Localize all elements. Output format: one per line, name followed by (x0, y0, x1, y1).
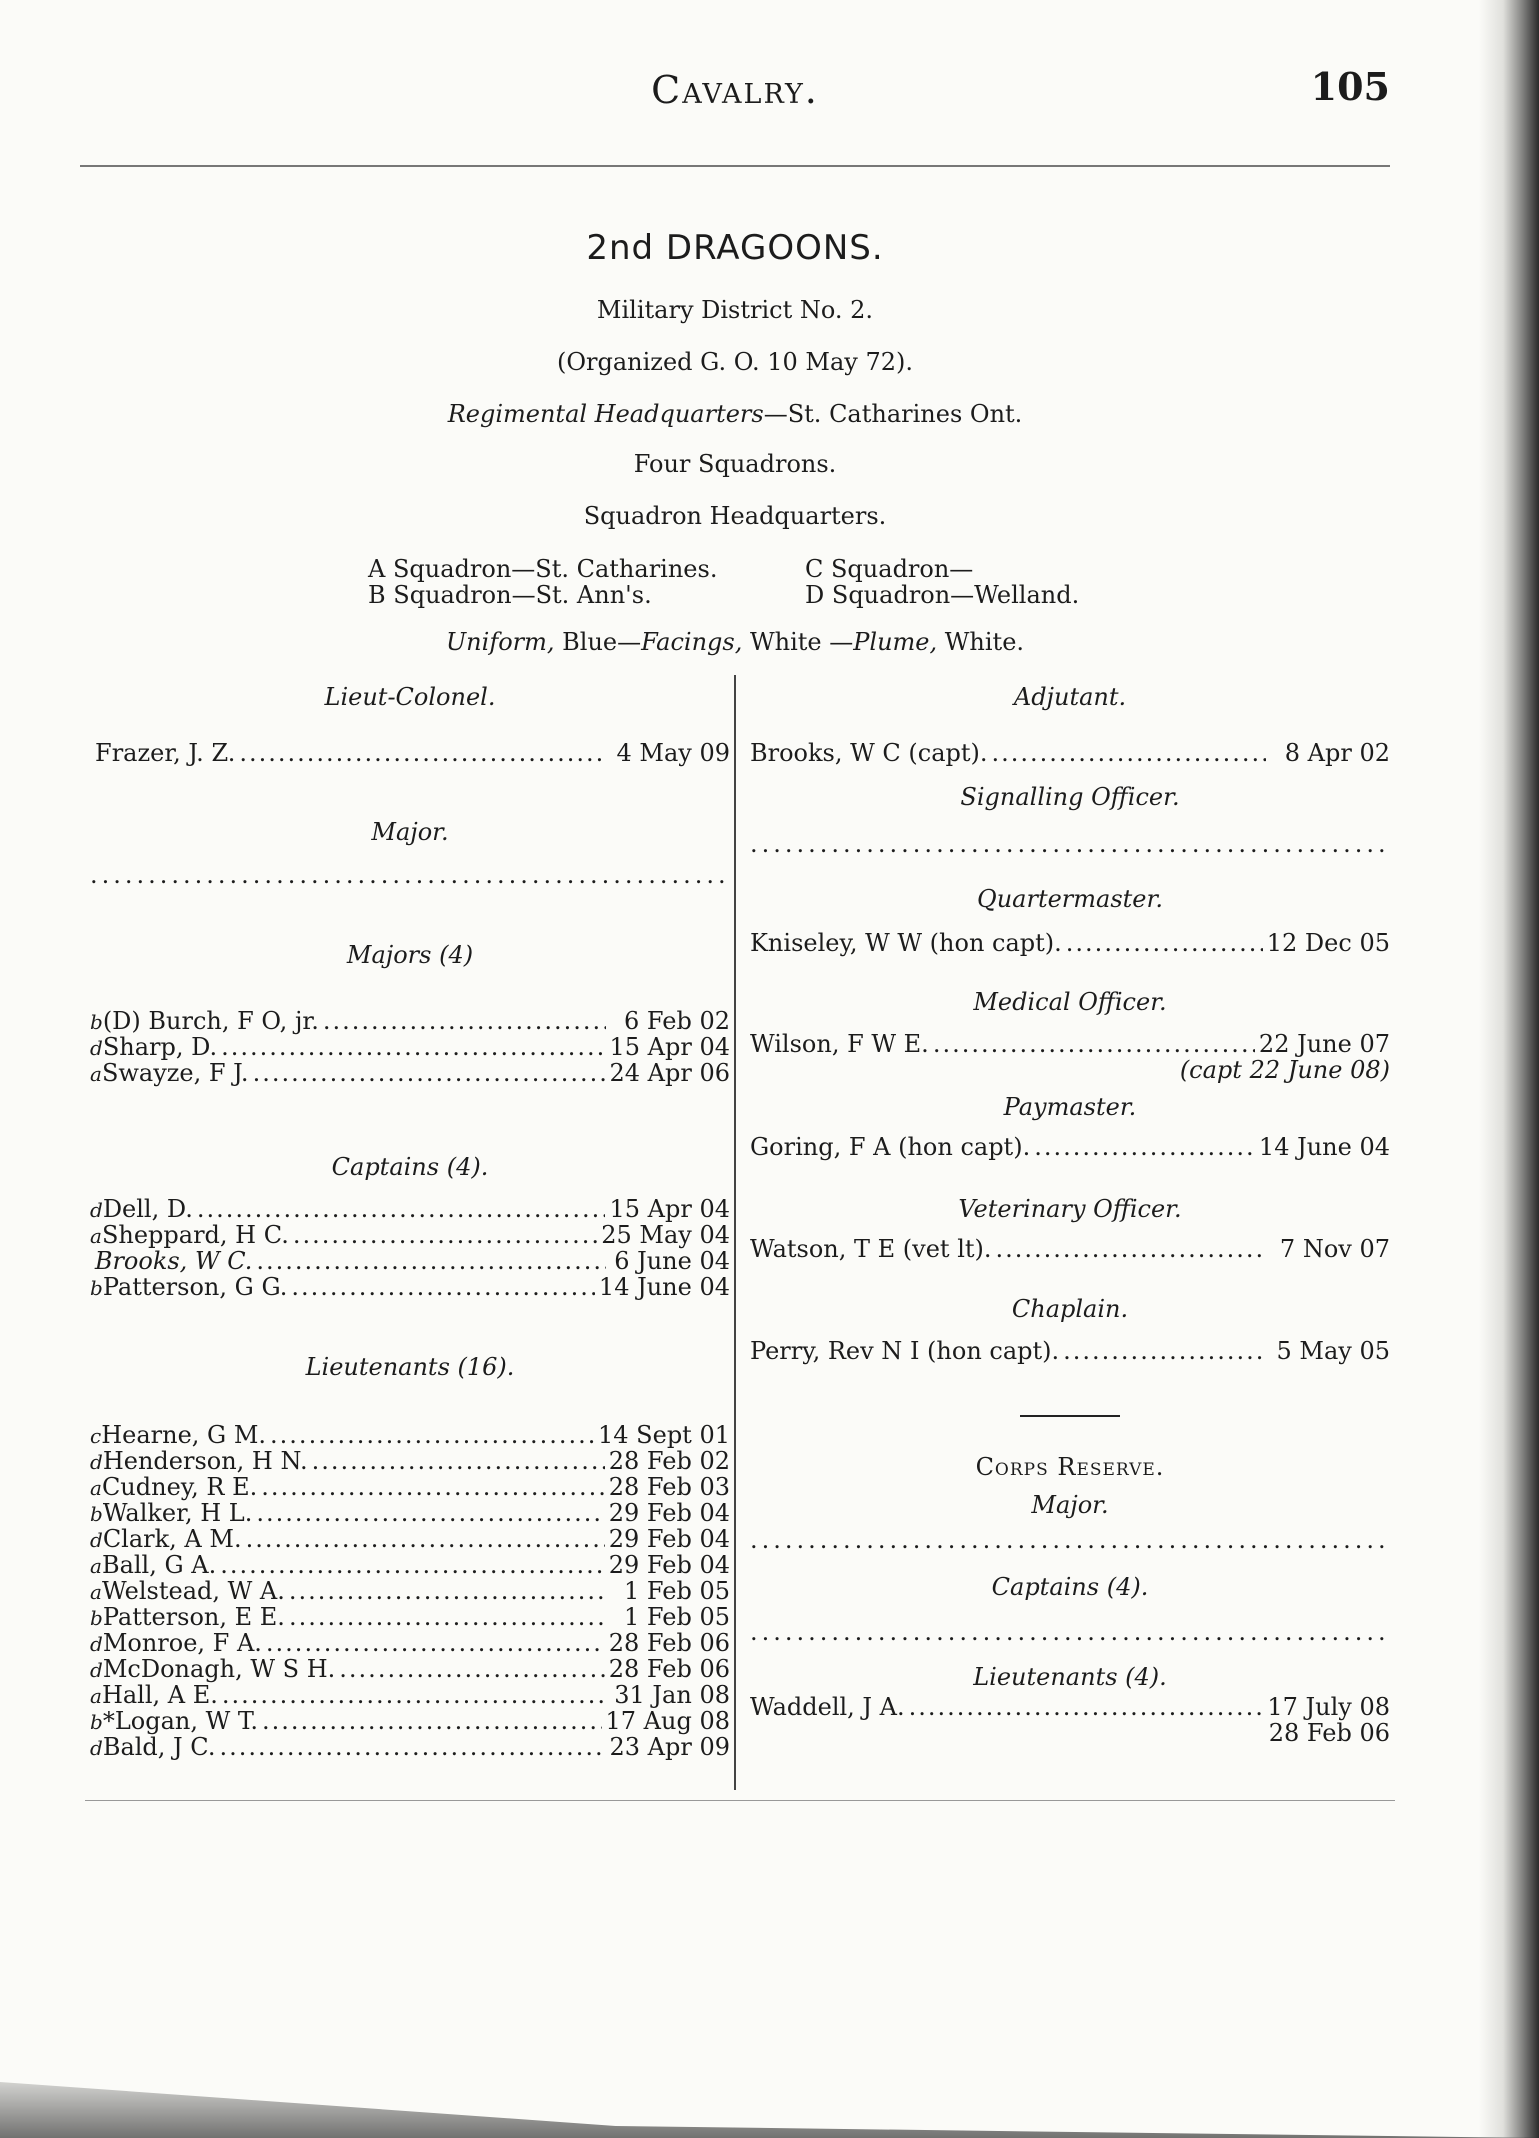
signalling-heading: Signalling Officer. (960, 783, 1180, 811)
chaplain-section (750, 1292, 1390, 1364)
column-divider (734, 675, 736, 1790)
list-item: d Bald, J C. ..... 23 Apr 09 (90, 1734, 730, 1760)
district-line: Military District No. 2. (596, 296, 874, 324)
plume-label: Plume, (853, 628, 938, 656)
list-item: a Hall, A E. ..... 31 Jan 08 (90, 1682, 730, 1708)
majors-heading: Majors (4) (346, 941, 474, 969)
squadron-list-left (368, 556, 717, 608)
list-item: b *Logan, W T. ..... 17 Aug 08 (90, 1708, 730, 1734)
reserve-captains-heading: Captains (4). (991, 1573, 1149, 1601)
squadron-c: C Squadron— (805, 555, 974, 583)
section-separator (750, 1415, 1390, 1417)
squadron-b: B Squadron—St. Ann's. (368, 581, 652, 609)
plume-value: White. (937, 628, 1025, 656)
list-item: Perry, Rev N I (hon capt). ..... 5 May 05 (750, 1338, 1390, 1364)
captains-section (90, 1150, 730, 1300)
list-item: Watson, T E (vet lt). ..... 7 Nov 07 (750, 1236, 1390, 1262)
signalling-section (750, 780, 1390, 858)
quartermaster-heading: Quartermaster. (977, 885, 1163, 913)
medical-section (750, 985, 1390, 1083)
facings-value: White — (742, 628, 854, 656)
list-item: Kniseley, W W (hon capt). ..... 12 Dec 05 (750, 930, 1390, 956)
list-item: Wilson, F W E. ..... 22 June 07 (750, 1031, 1390, 1057)
list-item: a Sheppard, H C. ..... 25 May 04 (90, 1222, 730, 1248)
page-edge-shadow (0, 2058, 1539, 2138)
squadron-a: A Squadron—St. Catharines. (368, 555, 718, 583)
list-item: d Clark, A M. ..... 29 Feb 04 (90, 1526, 730, 1552)
list-item: b Patterson, E E. ..... 1 Feb 05 (90, 1604, 730, 1630)
captains-heading: Captains (4). (331, 1153, 489, 1181)
facings-label: Facings, (641, 628, 743, 656)
list-item: Frazer, J. Z. ..... 4 May 09 (90, 740, 730, 766)
lieut-colonel-heading: Lieut-Colonel. (324, 683, 496, 711)
list-item: a Ball, G A. ..... 29 Feb 04 (90, 1552, 730, 1578)
reserve-second-date: 28 Feb 06 (1268, 1719, 1390, 1747)
running-title: Cavalry. (651, 68, 819, 112)
list-item: b (D) Burch, F O, jr. ..... 6 Feb 02 (90, 1008, 730, 1034)
chaplain-heading: Chaplain. (1011, 1295, 1129, 1323)
uniform-value: Blue— (554, 628, 642, 656)
list-item: a Swayze, F J. ..... 24 Apr 06 (90, 1060, 730, 1086)
list-item: b Walker, H L. ..... 29 Feb 04 (90, 1500, 730, 1526)
lieut-colonel-section (90, 680, 730, 766)
page-title: 2nd DRAGOONS. (586, 228, 884, 268)
list-item: c Hearne, G M. ..... 14 Sept 01 (90, 1422, 730, 1448)
paymaster-heading: Paymaster. (1003, 1093, 1137, 1121)
medical-heading: Medical Officer. (973, 988, 1167, 1016)
list-item: b Patterson, G G. ..... 14 June 04 (90, 1274, 730, 1300)
quartermaster-section (750, 882, 1390, 956)
corps-reserve-section (750, 1450, 1390, 1746)
majors-section (90, 938, 730, 1086)
major-heading: Major. (371, 818, 449, 846)
adjutant-section (750, 680, 1390, 766)
squadrons-line: Four Squadrons. (633, 450, 837, 478)
veterinary-heading: Veterinary Officer. (958, 1195, 1182, 1223)
list-item: d McDonagh, W S H. ..... 28 Feb 06 (90, 1656, 730, 1682)
page-number: 105 (1310, 64, 1390, 109)
reserve-lieutenants-heading: Lieutenants (4). (973, 1663, 1167, 1691)
corps-reserve-heading: Corps Reserve. (975, 1453, 1165, 1481)
adjutant-heading: Adjutant. (1013, 683, 1127, 711)
squadron-list-right (805, 556, 1079, 608)
running-head (80, 64, 1390, 128)
veterinary-section (750, 1192, 1390, 1262)
list-item: a Welstead, W A. ..... 1 Feb 05 (90, 1578, 730, 1604)
medical-note: (capt 22 June 08) (1179, 1056, 1390, 1084)
list-item: Brooks, W C. ..... 6 June 04 (90, 1248, 730, 1274)
list-item: d Henderson, H N. ..... 28 Feb 02 (90, 1448, 730, 1474)
lieutenants-section (90, 1350, 730, 1760)
headquarters-line (0, 400, 1470, 428)
organized-line: (Organized G. O. 10 May 72). (556, 348, 914, 376)
reserve-major-heading: Major. (1031, 1491, 1109, 1519)
footer-rule (85, 1800, 1395, 1801)
major-section (90, 815, 730, 889)
list-item: Goring, F A (hon capt). ..... 14 June 04 (750, 1134, 1390, 1160)
hq-label: Regimental Headquarters (447, 400, 764, 428)
list-item: Brooks, W C (capt). ..... 8 Apr 02 (750, 740, 1390, 766)
lieutenants-heading: Lieutenants (16). (305, 1353, 515, 1381)
list-item: d Dell, D. ..... 15 Apr 04 (90, 1196, 730, 1222)
uniform-line (0, 628, 1470, 656)
list-item: a Cudney, R E. ..... 28 Feb 03 (90, 1474, 730, 1500)
paymaster-section (750, 1090, 1390, 1160)
vacant-dotted-line (750, 1618, 1390, 1646)
squadron-d: D Squadron—Welland. (805, 581, 1080, 609)
list-item: d Sharp, D. ..... 15 Apr 04 (90, 1034, 730, 1060)
vacant-dotted-line (750, 830, 1390, 858)
vacant-dotted-line (750, 1526, 1390, 1554)
short-rule (1020, 1415, 1120, 1417)
list-item: d Monroe, F A. ..... 28 Feb 06 (90, 1630, 730, 1656)
hq-value: —St. Catharines Ont. (763, 400, 1023, 428)
uniform-label: Uniform, (445, 628, 555, 656)
list-item: Waddell, J A. ..... 17 July 08 (750, 1694, 1390, 1720)
header-rule (80, 165, 1390, 167)
book-spine-shadow (1479, 0, 1539, 2138)
vacant-dotted-line (90, 861, 730, 889)
squadron-hq-line: Squadron Headquarters. (583, 502, 887, 530)
